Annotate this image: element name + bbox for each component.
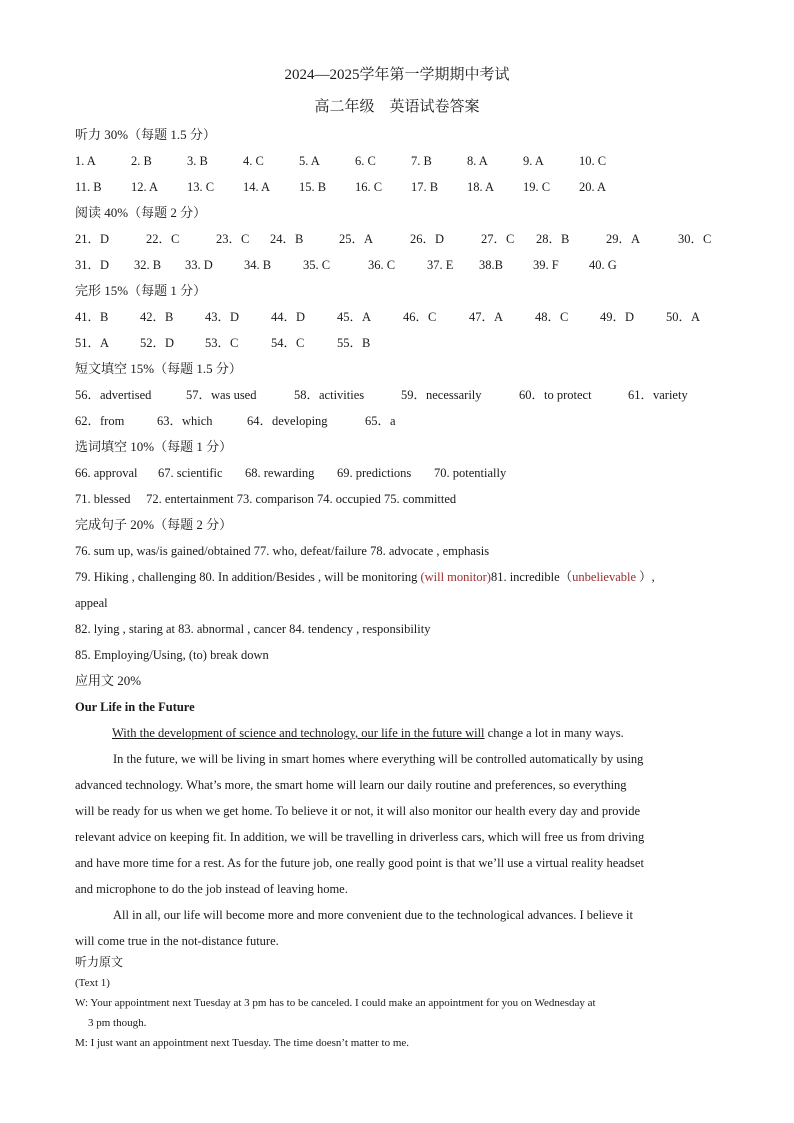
answer-item: 28．B: [536, 232, 570, 246]
answer-item: 52．D: [140, 336, 175, 350]
answer-item: 53．C: [205, 336, 239, 350]
answer-item: 68. rewarding: [245, 466, 315, 480]
answer-item: 18. A: [467, 180, 495, 194]
section-heading-transcript: 听力原文: [75, 955, 124, 969]
underlined-sentence: With the development of science and technology, our life in the future will: [112, 726, 485, 740]
sentences-line-2: [75, 569, 655, 585]
answer-item: 15. B: [299, 180, 327, 194]
answer-item: 64．developing: [247, 414, 328, 428]
sentence-text: ）,: [636, 570, 655, 584]
essay-line: and microphone to do the job instead of leaving home.: [75, 882, 348, 896]
answer-item: 1. A: [75, 154, 96, 168]
transcript-text-label: (Text 1): [75, 977, 110, 989]
answer-item: 2. B: [131, 154, 152, 168]
answer-item: 7. B: [411, 154, 432, 168]
answer-item: 6. C: [355, 154, 376, 168]
section-heading-sentences: 完成句子 20%（每题 2 分）: [75, 517, 233, 532]
section-heading-writing: 应用文 20%: [75, 673, 142, 688]
answer-item: 38.B: [479, 258, 503, 272]
answer-item: 56．advertised: [75, 388, 152, 402]
answer-item: 30．C: [678, 232, 712, 246]
answer-item: 37. E: [427, 258, 454, 272]
answer-item: 25．A: [339, 232, 374, 246]
answer-item: 34. B: [244, 258, 272, 272]
answer-item: 10. C: [579, 154, 607, 168]
exam-subtitle: 高二年级 英语试卷答案: [314, 99, 480, 115]
answer-item: 45．A: [337, 310, 372, 324]
essay-line: advanced technology. What’s more, the smart home will learn our daily routine and preferences, so everything: [75, 778, 627, 792]
answer-item: 59．necessarily: [401, 388, 482, 402]
answer-item: 54．C: [271, 336, 305, 350]
answer-item: 49．D: [600, 310, 635, 324]
answer-item: 4. C: [243, 154, 264, 168]
essay-line: In the future, we will be living in smart homes where everything will be controlled automatically by using: [113, 752, 644, 766]
answer-item: 24．B: [270, 232, 304, 246]
alt-answer-red: unbelievable: [572, 570, 637, 584]
answer-item: 31．D: [75, 258, 110, 272]
answer-item: 50．A: [666, 310, 701, 324]
answer-item: 36. C: [368, 258, 396, 272]
answer-item: 3. B: [187, 154, 208, 168]
answer-item: 20. A: [579, 180, 607, 194]
answer-item: 27．C: [481, 232, 515, 246]
answer-item: 63．which: [157, 414, 213, 428]
answer-item: 57．was used: [186, 388, 257, 402]
answer-item: 9. A: [523, 154, 544, 168]
answer-item: 66. approval: [75, 466, 138, 480]
essay-line: All in all, our life will become more and more convenient due to the technological advances. I believe it: [113, 908, 633, 922]
sentences-line-4: 82. lying , staring at 83. abnormal , cancer 84. tendency , responsibility: [75, 622, 431, 636]
answer-item: 33. D: [185, 258, 213, 272]
answer-item: 29．A: [606, 232, 641, 246]
answer-item: 42．B: [140, 310, 174, 324]
answer-item: 21．D: [75, 232, 110, 246]
answer-item: 19. C: [523, 180, 551, 194]
essay-line: will come true in the not-distance future.: [75, 934, 279, 948]
answer-item: 32. B: [134, 258, 162, 272]
answer-item: 58．activities: [294, 388, 365, 402]
answer-item: 41．B: [75, 310, 109, 324]
answer-item: 48．C: [535, 310, 569, 324]
answer-item: 13. C: [187, 180, 215, 194]
transcript-woman-line: W: Your appointment next Tuesday at 3 pm has to be canceled. I could make an appointment for you on Wednesday at: [75, 997, 596, 1009]
answer-item: 44．D: [271, 310, 306, 324]
answer-item: 55．B: [337, 336, 371, 350]
answer-item: 22．C: [146, 232, 180, 246]
answer-item: 12. A: [131, 180, 159, 194]
sentences-line-3: appeal: [75, 596, 108, 610]
answer-item: 67. scientific: [158, 466, 223, 480]
essay-line: and have more time for a rest. As for the future job, one really good point is that we’ll use a virtual reality headset: [75, 856, 644, 870]
sentences-line-5: 85. Employing/Using, (to) break down: [75, 648, 269, 662]
answer-item: 70. potentially: [434, 466, 507, 480]
section-heading-wordfill: 选词填空 10%（每题 1 分）: [75, 439, 233, 454]
transcript-man-line: M: I just want an appointment next Tuesday. The time doesn’t matter to me.: [75, 1037, 410, 1049]
essay-text: change a lot in many ways.: [484, 726, 624, 740]
section-heading-reading: 阅读 40%（每题 2 分）: [75, 205, 207, 220]
sentence-text: 79. Hiking , challenging 80. In addition/Besides , will be monitoring: [75, 570, 421, 584]
transcript-woman-line-cont: 3 pm though.: [88, 1017, 147, 1029]
answer-item: 23．C: [216, 232, 250, 246]
sentences-line-1: 76. sum up, was/is gained/obtained 77. who, defeat/failure 78. advocate , emphasis: [75, 544, 490, 558]
essay-title: Our Life in the Future: [75, 700, 195, 714]
section-heading-gapfill: 短文填空 15%（每题 1.5 分）: [75, 361, 242, 376]
essay-line: relevant advice on keeping fit. In addition, we will be travelling in driverless cars, which will free us from driving: [75, 830, 645, 844]
answer-item: 17. B: [411, 180, 439, 194]
answer-item: 35. C: [303, 258, 331, 272]
answer-item: 8. A: [467, 154, 488, 168]
essay-paragraph-1: [112, 725, 624, 741]
answer-item: 62．from: [75, 414, 125, 428]
answer-item: 40. G: [589, 258, 617, 272]
section-heading-listening: 听力 30%（每题 1.5 分）: [75, 127, 216, 142]
wordfill-row-2: 71. blessed 72. entertainment 73. comparison 74. occupied 75. committed: [75, 492, 457, 506]
answer-item: 5. A: [299, 154, 320, 168]
answer-item: 14. A: [243, 180, 271, 194]
exam-title: 2024—2025学年第一学期期中考试: [284, 67, 510, 83]
answer-item: 65．a: [365, 414, 396, 428]
section-heading-cloze: 完形 15%（每题 1 分）: [75, 283, 207, 298]
answer-item: 43．D: [205, 310, 240, 324]
answer-item: 61．variety: [628, 388, 688, 402]
answer-item: 11. B: [75, 180, 102, 194]
answer-item: 16. C: [355, 180, 383, 194]
answer-item: 60．to protect: [519, 388, 592, 402]
answer-item: 26．D: [410, 232, 445, 246]
answer-item: 39. F: [533, 258, 559, 272]
essay-line: will be ready for us when we get home. To believe it or not, it will also monitor our health every day and provide: [75, 804, 641, 818]
answer-item: 69. predictions: [337, 466, 412, 480]
alt-answer-red: (will monitor): [420, 570, 491, 584]
answer-item: 51．A: [75, 336, 110, 350]
sentence-text: 81. incredible（: [490, 570, 573, 584]
answer-item: 47．A: [469, 310, 504, 324]
answer-item: 46．C: [403, 310, 437, 324]
